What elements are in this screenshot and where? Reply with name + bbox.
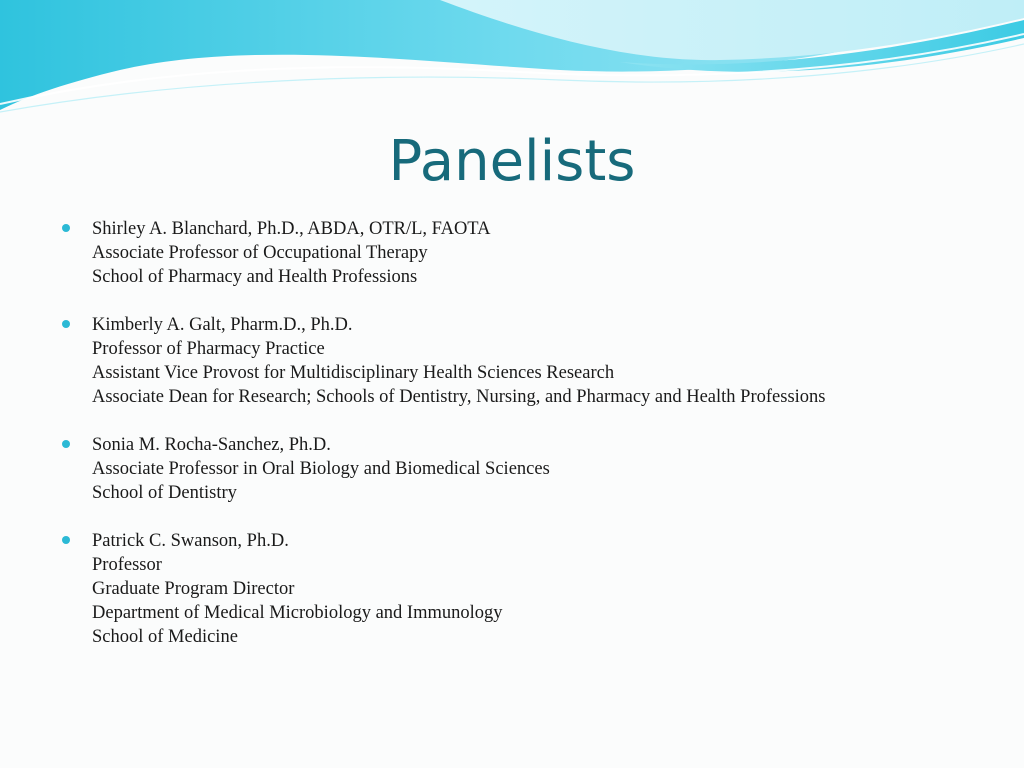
panelist-item xyxy=(60,433,1000,505)
panelist-item xyxy=(60,217,1000,289)
panelist-item xyxy=(60,529,1000,649)
panelist-affiliation: Associate Dean for Research; Schools of Dentistry, Nursing, and Pharmacy and Health Professions xyxy=(92,387,826,407)
bullet-dot-icon xyxy=(62,224,70,232)
panelist-name: Shirley A. Blanchard, Ph.D., ABDA, OTR/L, FAOTA xyxy=(92,219,491,239)
panelist-title: Associate Professor in Oral Biology and Biomedical Sciences xyxy=(92,459,550,479)
panelist-department: Department of Medical Microbiology and Immunology xyxy=(92,603,503,623)
panelist-affiliation: School of Medicine xyxy=(92,627,238,647)
panelist-title: Associate Professor of Occupational Therapy xyxy=(92,243,428,263)
panelist-role: Graduate Program Director xyxy=(92,579,295,599)
bullet-dot-icon xyxy=(62,440,70,448)
panelist-title: Professor of Pharmacy Practice xyxy=(92,339,325,359)
decorative-wave-header xyxy=(0,0,1024,130)
panelist-role: Assistant Vice Provost for Multidisciplinary Health Sciences Research xyxy=(92,363,615,383)
panelist-list xyxy=(60,217,1000,673)
panelist-affiliation: School of Pharmacy and Health Professions xyxy=(92,267,418,287)
slide-title: Panelists xyxy=(388,129,636,194)
panelist-name: Sonia M. Rocha-Sanchez, Ph.D. xyxy=(92,435,331,455)
panelist-item xyxy=(60,313,1000,409)
panelist-title: Professor xyxy=(92,555,162,575)
bullet-dot-icon xyxy=(62,536,70,544)
panelist-name: Kimberly A. Galt, Pharm.D., Ph.D. xyxy=(92,315,353,335)
panelist-affiliation: School of Dentistry xyxy=(92,483,237,503)
bullet-dot-icon xyxy=(62,320,70,328)
panelist-name: Patrick C. Swanson, Ph.D. xyxy=(92,531,289,551)
